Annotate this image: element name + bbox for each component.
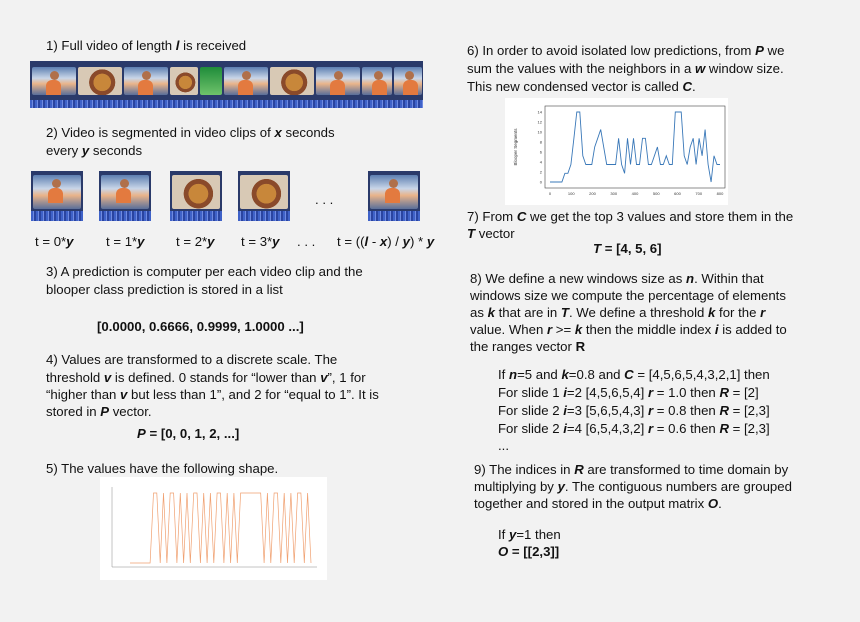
step7-line1: 7) From C we get the top 3 values and store them in the [467, 209, 794, 224]
step6-line2: sum the values with the neighbors in a w window size. [467, 61, 784, 76]
clips-ellipsis: . . . [315, 192, 334, 207]
plot-c-xtick: 100 [567, 191, 575, 196]
time-label-0: t = 0*y [35, 234, 74, 249]
step8-line4: value. When r >= k then the middle index i is added to [470, 322, 787, 337]
step7-line2: T vector [467, 226, 515, 241]
prediction-list: [0.0000, 0.6666, 0.9999, 1.0000 ...] [97, 319, 304, 334]
step8-slide-3: For slide 2 i=4 [6,5,4,3,2] r = 0.6 then R = [2,3] [498, 421, 770, 436]
plot-c-ytick: 4 [539, 159, 542, 165]
step8-ellipsis: ... [498, 438, 509, 453]
step6-line1: 6) In order to avoid isolated low predictions, from P we [467, 43, 785, 58]
step9-example: If y=1 then [498, 527, 561, 542]
plot-c-xtick: 600 [674, 191, 681, 196]
p-values-plot [100, 477, 327, 580]
time-label-1: t = 1*y [106, 234, 145, 249]
p-vector: P = [0, 0, 1, 2, ...] [137, 426, 240, 441]
step4-line1: 4) Values are transformed to a discrete scale. The [46, 352, 338, 367]
video-clip-3 [238, 171, 290, 221]
step8-line2: windows size we compute the percentage of elements [470, 288, 786, 303]
step6-line3: This new condensed vector is called C. [467, 79, 696, 94]
plot-c-ytick: 6 [539, 149, 542, 155]
step8-slide-2: For slide 2 i=3 [5,6,5,4,3] r = 0.8 then R = [2,3] [498, 403, 770, 418]
step3-line1: 3) A prediction is computer per each video clip and the [46, 264, 363, 279]
step1-text: 1) Full video of length l is received [46, 38, 247, 53]
video-clip-n [368, 171, 420, 221]
plot-c-ytick: 14 [537, 109, 542, 115]
step3-line2: blooper class prediction is stored in a list [46, 282, 283, 297]
plot-c-ytick: 12 [537, 119, 542, 125]
o-matrix: O = [[2,3]] [498, 544, 560, 559]
plot-c-xtick: 400 [631, 191, 639, 196]
plot-c-ytick: 8 [539, 139, 542, 145]
step9-line1: 9) The indices in R are transformed to time domain by [474, 462, 789, 477]
step8-slide-1: For slide 1 i=2 [4,5,6,5,4] r = 1.0 then R = [2] [498, 385, 759, 400]
plot-c-xtick: 700 [695, 191, 703, 196]
plot-c-xtick: 200 [589, 191, 596, 196]
plot-c-ytick: 2 [539, 169, 542, 175]
plot-c-xtick: 0 [548, 191, 552, 196]
step8-example-header: If n=5 and k=0.8 and C = [4,5,6,5,4,3,2,1] then [498, 367, 770, 382]
plot-p-series-line [130, 493, 311, 563]
step8-line5: the ranges vector R [470, 339, 586, 354]
time-label-n: t = ((l - x) / y) * y [337, 234, 435, 249]
plot-c-series-line [550, 112, 720, 182]
step4-line4: stored in P vector. [46, 404, 152, 419]
video-clip-2 [170, 171, 222, 221]
plot-c-xtick: 500 [652, 191, 660, 196]
c-vector-plot [505, 98, 728, 205]
plot-c-ytick: 0 [539, 179, 542, 185]
video-clip-1 [99, 171, 151, 221]
step9-line3: together and stored in the output matrix O. [474, 496, 722, 511]
plot-c-xtick: 800 [716, 191, 724, 196]
plot-c-xtick: 300 [610, 191, 618, 196]
p-values-svg [100, 477, 327, 580]
plot-c-ytick: 10 [537, 129, 542, 135]
step4-line3: “higher than v but less than 1”, and 2 for “equal to 1”. It is [46, 387, 379, 402]
time-label-3: t = 3*y [241, 234, 280, 249]
c-vector-svg [505, 98, 728, 205]
step4-line2: threshold v is defined. 0 stands for “lower than v”, 1 for [46, 370, 366, 385]
step2-line1: 2) Video is segmented in video clips of x seconds [46, 125, 335, 140]
time-label-2: t = 2*y [176, 234, 215, 249]
step9-line2: multiplying by y. The contiguous numbers are grouped [474, 479, 792, 494]
video-clip-0 [31, 171, 83, 221]
step5-text: 5) The values have the following shape. [46, 461, 279, 476]
full-video-strip [30, 61, 423, 108]
step8-line3: as k that are in T. We define a threshold k for the r [470, 305, 766, 320]
step2-line2: every y seconds [46, 143, 143, 158]
time-label-dots: . . . [297, 234, 316, 249]
step8-line1: 8) We define a new windows size as n. Within that [470, 271, 764, 286]
t-vector: T = [4, 5, 6] [593, 241, 662, 256]
plot-c-ylabel: Blooper Segments [513, 128, 518, 166]
